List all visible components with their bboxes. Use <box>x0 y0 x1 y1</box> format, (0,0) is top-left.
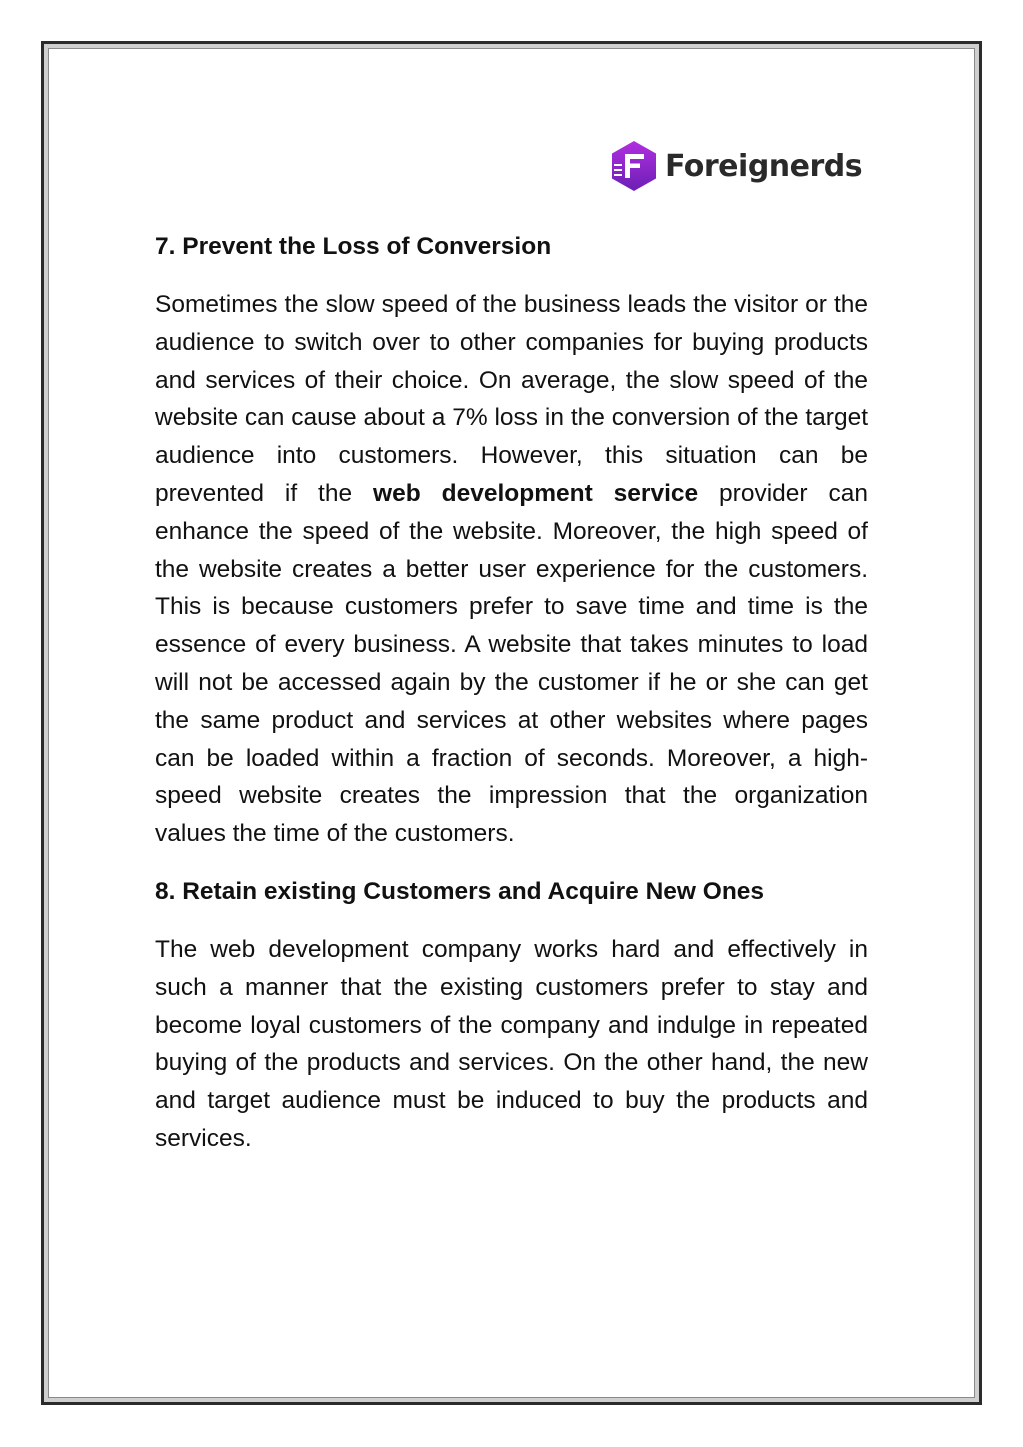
bold-phrase: web development service <box>373 479 699 507</box>
section-heading-7: 7. Prevent the Loss of Conversion <box>155 233 552 260</box>
foreignerds-logo-icon <box>611 140 657 192</box>
section-paragraph-7 <box>155 286 868 853</box>
section-heading-8: 8. Retain existing Customers and Acquire New Ones <box>155 877 765 905</box>
paragraph-text: provider can enhance the speed of the website. Moreover, the high speed of the website creates a better user experience for the customers. This is because customers prefer to save time and time is the essence of every business. A website that takes minutes to load will not be accessed again by the customer if he or she can get the same product and services at other websites where pages can be loaded within a fraction of seconds. Moreover, a high-speed website creates the impression that the organization values the time of the customers. <box>155 479 868 848</box>
document-body <box>155 228 868 1178</box>
foreignerds-logo <box>611 140 862 192</box>
logo-wordmark: Foreignerds <box>665 148 863 184</box>
section-paragraph-8: The web development company works hard and effectively in such a manner that the existing customers prefer to stay and become loyal customers of the company and indulge in repeated buying of the products and services. On the other hand, the new and target audience must be induced to buy the products and services. <box>155 935 868 1152</box>
paragraph-text: Sometimes the slow speed of the business leads the visitor or the audience to switch over to other companies for buying products and services of their choice. On average, the slow speed of the website can cause about a 7% loss in the conversion of the target audience into customers. However, this situation can be prevented if the <box>155 291 868 507</box>
